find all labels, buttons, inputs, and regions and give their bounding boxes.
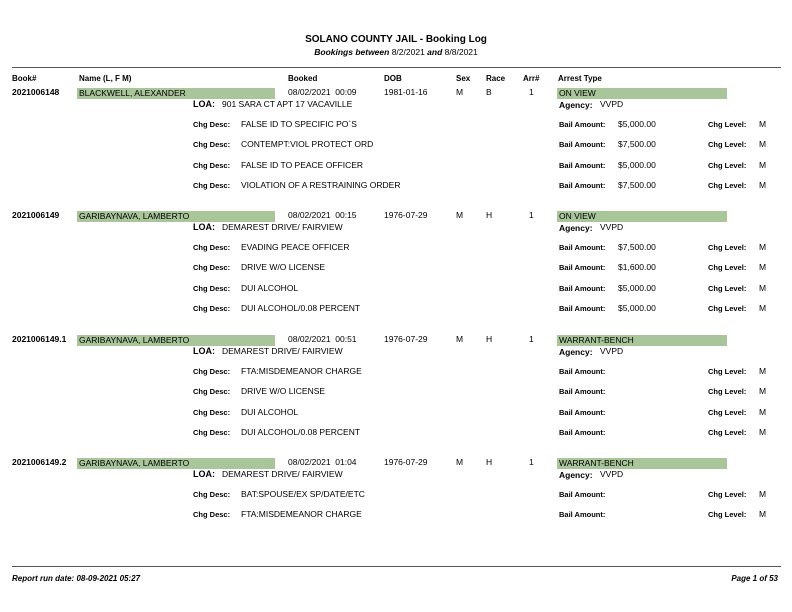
charge-description: FTA:MISDEMEANOR CHARGE bbox=[241, 509, 362, 519]
booked-datetime: 08/02/2021 00:51 bbox=[288, 334, 357, 344]
chg-desc-label: Chg Desc: bbox=[193, 304, 231, 313]
bail-amount: $1,600.00 bbox=[618, 262, 656, 272]
agency-label: Agency: bbox=[559, 347, 593, 357]
chg-level-label: Chg Level: bbox=[708, 304, 747, 313]
col-race: Race bbox=[486, 74, 506, 83]
sex: M bbox=[456, 457, 464, 467]
agency-label: Agency: bbox=[559, 470, 593, 480]
date-from: 8/2/2021 bbox=[391, 47, 425, 57]
booked-datetime: 08/02/2021 01:04 bbox=[288, 457, 357, 467]
booked-datetime: 08/02/2021 00:15 bbox=[288, 210, 357, 220]
chg-desc-label: Chg Desc: bbox=[193, 263, 231, 272]
bail-amount-label: Bail Amount: bbox=[559, 263, 606, 272]
agency-label: Agency: bbox=[559, 100, 593, 110]
inmate-name: GARIBAYNAVA, LAMBERTO bbox=[79, 458, 190, 468]
col-dob: DOB bbox=[384, 74, 402, 83]
bail-amount: $5,000.00 bbox=[618, 303, 656, 313]
book-number: 2021006149 bbox=[12, 210, 60, 220]
footer-rule bbox=[12, 566, 781, 567]
charge-level: M bbox=[759, 139, 767, 149]
arrest-number: 1 bbox=[529, 334, 534, 344]
charge-description: DRIVE W/O LICENSE bbox=[241, 262, 326, 272]
inmate-name: GARIBAYNAVA, LAMBERTO bbox=[79, 211, 190, 221]
chg-level-label: Chg Level: bbox=[708, 490, 747, 499]
bail-amount: $7,500.00 bbox=[618, 180, 656, 190]
charge-level: M bbox=[759, 242, 767, 252]
arrest-type: WARRANT-BENCH bbox=[559, 335, 634, 345]
charge-level: M bbox=[759, 303, 767, 313]
sex: M bbox=[456, 210, 464, 220]
bail-amount: $5,000.00 bbox=[618, 283, 656, 293]
bail-amount-label: Bail Amount: bbox=[559, 181, 606, 190]
chg-desc-label: Chg Desc: bbox=[193, 140, 231, 149]
charge-description: DUI ALCOHOL bbox=[241, 407, 299, 417]
col-arr: Arr# bbox=[523, 74, 540, 83]
chg-level-label: Chg Level: bbox=[708, 284, 747, 293]
charge-level: M bbox=[759, 427, 767, 437]
book-number: 2021006148 bbox=[12, 87, 60, 97]
agency-value: VVPD bbox=[600, 99, 624, 109]
bail-amount: $7,500.00 bbox=[618, 139, 656, 149]
charge-description: EVADING PEACE OFFICER bbox=[241, 242, 350, 252]
bail-amount-label: Bail Amount: bbox=[559, 408, 606, 417]
bail-amount-label: Bail Amount: bbox=[559, 510, 606, 519]
sex: M bbox=[456, 87, 464, 97]
bail-amount-label: Bail Amount: bbox=[559, 140, 606, 149]
chg-desc-label: Chg Desc: bbox=[193, 387, 231, 396]
chg-level-label: Chg Level: bbox=[708, 408, 747, 417]
chg-desc-label: Chg Desc: bbox=[193, 510, 231, 519]
chg-level-label: Chg Level: bbox=[708, 510, 747, 519]
chg-level-label: Chg Level: bbox=[708, 263, 747, 272]
charge-level: M bbox=[759, 366, 767, 376]
chg-desc-label: Chg Desc: bbox=[193, 367, 231, 376]
arrest-number: 1 bbox=[529, 457, 534, 467]
inmate-name: BLACKWELL, ALEXANDER bbox=[79, 88, 186, 98]
charge-description: FALSE ID TO SPECIFIC PO`S bbox=[241, 119, 357, 129]
bail-amount-label: Bail Amount: bbox=[559, 304, 606, 313]
chg-desc-label: Chg Desc: bbox=[193, 490, 231, 499]
bail-amount: $7,500.00 bbox=[618, 242, 656, 252]
chg-desc-label: Chg Desc: bbox=[193, 181, 231, 190]
charge-level: M bbox=[759, 283, 767, 293]
arrest-type: WARRANT-BENCH bbox=[559, 458, 634, 468]
charge-description: DUI ALCOHOL bbox=[241, 283, 299, 293]
race: H bbox=[486, 457, 493, 467]
chg-level-label: Chg Level: bbox=[708, 367, 747, 376]
charge-level: M bbox=[759, 386, 767, 396]
agency-value: VVPD bbox=[600, 469, 624, 479]
col-booked: Booked bbox=[288, 74, 318, 83]
subtitle-prefix: Bookings between bbox=[314, 47, 390, 57]
chg-desc-label: Chg Desc: bbox=[193, 408, 231, 417]
loa-value: DEMAREST DRIVE/ FAIRVIEW bbox=[222, 469, 343, 479]
loa-label: LOA: bbox=[193, 222, 215, 232]
dob: 1976-07-29 bbox=[384, 457, 428, 467]
dob: 1976-07-29 bbox=[384, 210, 428, 220]
bail-amount-label: Bail Amount: bbox=[559, 387, 606, 396]
charge-level: M bbox=[759, 262, 767, 272]
loa-label: LOA: bbox=[193, 469, 215, 479]
charge-description: DUI ALCOHOL/0.08 PERCENT bbox=[241, 303, 361, 313]
chg-desc-label: Chg Desc: bbox=[193, 161, 231, 170]
charge-description: VIOLATION OF A RESTRAINING ORDER bbox=[241, 180, 401, 190]
chg-desc-label: Chg Desc: bbox=[193, 120, 231, 129]
report-subtitle bbox=[0, 47, 792, 57]
bail-amount: $5,000.00 bbox=[618, 119, 656, 129]
dob: 1981-01-16 bbox=[384, 87, 428, 97]
agency-value: VVPD bbox=[600, 346, 624, 356]
charge-level: M bbox=[759, 180, 767, 190]
race: B bbox=[486, 87, 492, 97]
bail-amount-label: Bail Amount: bbox=[559, 284, 606, 293]
charge-level: M bbox=[759, 509, 767, 519]
chg-level-label: Chg Level: bbox=[708, 140, 747, 149]
inmate-name: GARIBAYNAVA, LAMBERTO bbox=[79, 335, 190, 345]
bail-amount: $5,000.00 bbox=[618, 160, 656, 170]
agency-value: VVPD bbox=[600, 222, 624, 232]
report-run-date: Report run date: 08-09-2021 05:27 bbox=[12, 574, 141, 583]
agency-label: Agency: bbox=[559, 223, 593, 233]
chg-desc-label: Chg Desc: bbox=[193, 428, 231, 437]
charge-description: FALSE ID TO PEACE OFFICER bbox=[241, 160, 364, 170]
bail-amount-label: Bail Amount: bbox=[559, 120, 606, 129]
bail-amount-label: Bail Amount: bbox=[559, 243, 606, 252]
chg-desc-label: Chg Desc: bbox=[193, 243, 231, 252]
race: H bbox=[486, 210, 493, 220]
chg-level-label: Chg Level: bbox=[708, 428, 747, 437]
chg-level-label: Chg Level: bbox=[708, 161, 747, 170]
bail-amount-label: Bail Amount: bbox=[559, 161, 606, 170]
book-number: 2021006149.2 bbox=[12, 457, 67, 467]
charge-description: DUI ALCOHOL/0.08 PERCENT bbox=[241, 427, 361, 437]
date-to: 8/8/2021 bbox=[444, 47, 478, 57]
col-sex: Sex bbox=[456, 74, 471, 83]
loa-label: LOA: bbox=[193, 99, 215, 109]
charge-description: BAT:SPOUSE/EX SP/DATE/ETC bbox=[241, 489, 365, 499]
bail-amount-label: Bail Amount: bbox=[559, 367, 606, 376]
chg-level-label: Chg Level: bbox=[708, 181, 747, 190]
charge-level: M bbox=[759, 160, 767, 170]
chg-level-label: Chg Level: bbox=[708, 243, 747, 252]
arrest-number: 1 bbox=[529, 87, 534, 97]
charge-description: CONTEMPT:VIOL PROTECT ORD bbox=[241, 139, 374, 149]
charge-description: FTA:MISDEMEANOR CHARGE bbox=[241, 366, 362, 376]
chg-level-label: Chg Level: bbox=[708, 387, 747, 396]
col-arrest-type: Arrest Type bbox=[558, 74, 602, 83]
bail-amount-label: Bail Amount: bbox=[559, 490, 606, 499]
col-name: Name (L, F M) bbox=[79, 74, 132, 83]
book-number: 2021006149.1 bbox=[12, 334, 67, 344]
loa-value: 901 SARA CT APT 17 VACAVILLE bbox=[222, 99, 353, 109]
loa-label: LOA: bbox=[193, 346, 215, 356]
chg-desc-label: Chg Desc: bbox=[193, 284, 231, 293]
report-title: SOLANO COUNTY JAIL - Booking Log bbox=[305, 34, 487, 45]
charge-level: M bbox=[759, 489, 767, 499]
charge-description: DRIVE W/O LICENSE bbox=[241, 386, 326, 396]
dob: 1976-07-29 bbox=[384, 334, 428, 344]
loa-value: DEMAREST DRIVE/ FAIRVIEW bbox=[222, 346, 343, 356]
bail-amount-label: Bail Amount: bbox=[559, 428, 606, 437]
page-number: Page 1 of 53 bbox=[731, 574, 778, 583]
race: H bbox=[486, 334, 493, 344]
col-book: Book# bbox=[12, 74, 37, 83]
arrest-type: ON VIEW bbox=[559, 88, 596, 98]
sex: M bbox=[456, 334, 464, 344]
subtitle-and: and bbox=[427, 47, 443, 57]
header-rule bbox=[12, 67, 781, 68]
arrest-type: ON VIEW bbox=[559, 211, 596, 221]
arrest-number: 1 bbox=[529, 210, 534, 220]
loa-value: DEMAREST DRIVE/ FAIRVIEW bbox=[222, 222, 343, 232]
charge-level: M bbox=[759, 407, 767, 417]
charge-level: M bbox=[759, 119, 767, 129]
chg-level-label: Chg Level: bbox=[708, 120, 747, 129]
booked-datetime: 08/02/2021 00:09 bbox=[288, 87, 357, 97]
